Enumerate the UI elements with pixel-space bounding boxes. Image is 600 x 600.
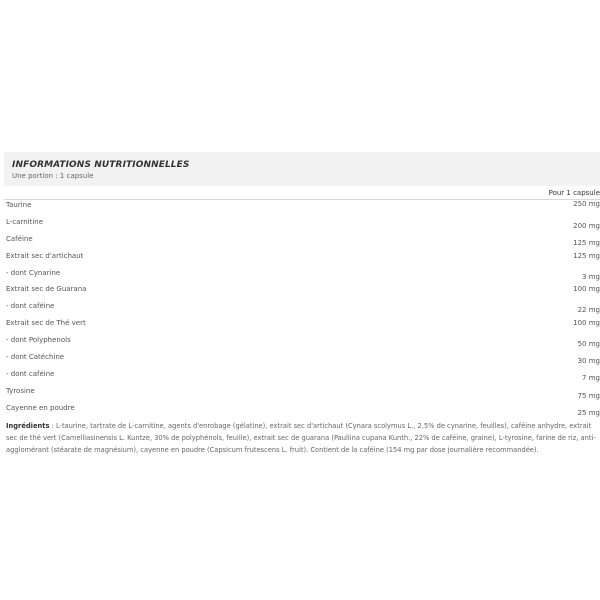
table-row <box>4 284 600 301</box>
row-name: Tyrosine <box>6 386 35 395</box>
row-name: - dont Catéchine <box>6 353 65 362</box>
nutrition-title: INFORMATIONS NUTRITIONNELLES <box>12 160 190 170</box>
row-name: Extrait sec d'artichaut <box>6 251 84 260</box>
table-row <box>4 386 600 403</box>
row-value: 25 mg <box>577 408 600 417</box>
table-row <box>4 217 600 234</box>
row-value: 250 mg <box>573 200 600 208</box>
nutrition-panel <box>4 152 600 456</box>
row-value: 100 mg <box>573 285 600 294</box>
table-row <box>4 403 600 418</box>
row-value: 50 mg <box>577 340 600 349</box>
row-value: 7 mg <box>582 373 600 382</box>
row-value: 100 mg <box>573 319 600 328</box>
nutrition-table <box>4 200 600 418</box>
row-name: - dont Polyphenols <box>6 336 71 345</box>
table-row <box>4 335 600 352</box>
row-value: 75 mg <box>577 391 600 400</box>
row-name: L-carnitine <box>6 217 44 226</box>
table-row <box>4 268 600 285</box>
row-name: - dont caféine <box>6 302 55 311</box>
row-value: 125 mg <box>573 251 600 260</box>
ingredients-list: : L-taurine, tartrate de L-carnitine, agents d'enrobage (gélatine), extrait sec d'artichaut (Cynara scolymus L., 2,5% de cynarine, feuilles), caféine anhydre, extrait sec de thé vert (Camelliasinensis L. Kuntze, 30% de polyphénols, feuille), extrait sec de guarana (Paullina cupana Kunth., 22% de caféine, graine), L-tyrosine, farine de riz, anti-agglomérant (stéarate de magnésium), cayenne en poudre (Capsicum frutescens L. fruit). Contient de la caféine (154 mg par dose journalière recommandée). <box>6 421 596 454</box>
row-name: Cayenne en poudre <box>6 403 75 412</box>
row-value: 125 mg <box>573 238 600 247</box>
table-row <box>4 301 600 318</box>
row-name: - dont caféine <box>6 369 55 378</box>
column-header <box>4 188 600 199</box>
row-name: Extrait sec de Thé vert <box>6 319 86 328</box>
ingredients-text <box>4 420 598 456</box>
serving-size: Une portion : 1 capsule <box>12 172 94 180</box>
table-row <box>4 234 600 251</box>
row-name: - dont Cynarine <box>6 268 61 277</box>
table-row <box>4 251 600 268</box>
row-value: 200 mg <box>573 221 600 230</box>
table-row <box>4 352 600 369</box>
table-row <box>4 318 600 335</box>
table-row <box>4 369 600 386</box>
row-name: Taurine <box>6 201 32 209</box>
row-value: 30 mg <box>577 357 600 366</box>
row-value: 3 mg <box>582 272 600 281</box>
row-name: Extrait sec de Guarana <box>6 285 87 294</box>
row-name: Caféine <box>6 234 33 243</box>
column-header-label: Pour 1 capsule <box>548 189 600 197</box>
table-row <box>4 200 600 217</box>
ingredients-label: Ingrédients <box>6 421 50 430</box>
row-value: 22 mg <box>577 306 600 315</box>
nutrition-header <box>4 152 600 186</box>
